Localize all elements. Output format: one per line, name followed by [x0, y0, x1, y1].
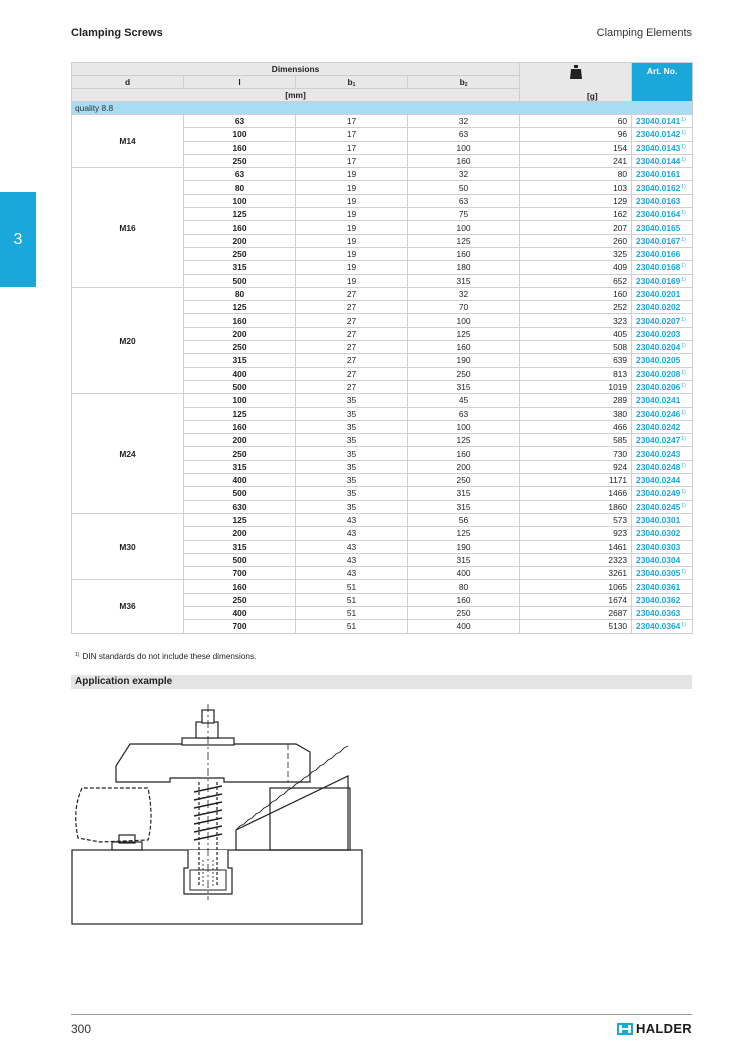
b2-cell: 63: [408, 407, 520, 420]
b1-cell: 35: [296, 420, 408, 433]
b2-cell: 315: [408, 487, 520, 500]
b2-cell: 400: [408, 567, 520, 580]
quality-label: quality 8.8: [72, 102, 693, 115]
col-l: l: [184, 76, 296, 89]
art-no-link[interactable]: 23040.0208$^{1)}$: [632, 367, 693, 380]
b1-cell: 27: [296, 287, 408, 300]
weight-cell: 325: [520, 247, 632, 260]
length-cell: 315: [184, 460, 296, 473]
art-no-link[interactable]: 23040.0241: [632, 394, 693, 407]
weight-cell: 380: [520, 407, 632, 420]
b1-cell: 43: [296, 513, 408, 526]
length-cell: 160: [184, 141, 296, 154]
table-row: [72, 513, 693, 526]
table-row: [72, 115, 693, 128]
b1-cell: 35: [296, 394, 408, 407]
length-cell: 250: [184, 247, 296, 260]
thread-size: M20: [72, 287, 184, 393]
b2-cell: 315: [408, 274, 520, 287]
chapter-tab[interactable]: 3: [0, 192, 36, 287]
weight-cell: 730: [520, 447, 632, 460]
length-cell: 200: [184, 234, 296, 247]
b1-cell: 17: [296, 141, 408, 154]
art-no-link[interactable]: 23040.0243: [632, 447, 693, 460]
footnote-marker: 1): [681, 157, 686, 164]
length-cell: 160: [184, 221, 296, 234]
weight-cell: 207: [520, 221, 632, 234]
unit-mm: [mm]: [72, 89, 520, 102]
b1-cell: 27: [296, 380, 408, 393]
b1-cell: 19: [296, 247, 408, 260]
b2-cell: 400: [408, 620, 520, 633]
art-no-link[interactable]: 23040.0304: [632, 553, 693, 566]
b1-cell: 27: [296, 314, 408, 327]
length-cell: 160: [184, 314, 296, 327]
halder-logo-icon: [617, 1023, 633, 1035]
art-no-link[interactable]: 23040.0161: [632, 168, 693, 181]
b2-cell: 250: [408, 367, 520, 380]
weight-cell: 813: [520, 367, 632, 380]
weight-cell: 409: [520, 261, 632, 274]
b1-cell: 35: [296, 474, 408, 487]
b1-cell: 19: [296, 221, 408, 234]
b1-cell: 43: [296, 553, 408, 566]
weight-cell: 103: [520, 181, 632, 194]
b1-cell: 27: [296, 327, 408, 340]
weight-cell: 652: [520, 274, 632, 287]
b2-cell: 190: [408, 540, 520, 553]
length-cell: 250: [184, 593, 296, 606]
b1-cell: 51: [296, 606, 408, 619]
art-no-link[interactable]: 23040.0245$^{1)}$: [632, 500, 693, 513]
art-no-link[interactable]: 23040.0364$^{1)}$: [632, 620, 693, 633]
b2-cell: 125: [408, 327, 520, 340]
weight-cell: 508: [520, 341, 632, 354]
footnote-marker: 1): [681, 569, 686, 576]
b2-cell: 160: [408, 247, 520, 260]
footnote: $^{1)}$ DIN standards do not include these dimensions.: [75, 652, 257, 661]
footnote-marker: 1): [681, 236, 686, 243]
b1-cell: 17: [296, 115, 408, 128]
b2-cell: 80: [408, 580, 520, 593]
art-no-link[interactable]: 23040.0244: [632, 474, 693, 487]
table-row: [72, 168, 693, 181]
weight-cell: 3261: [520, 567, 632, 580]
b2-cell: 250: [408, 474, 520, 487]
weight-cell: 639: [520, 354, 632, 367]
art-no-link[interactable]: 23040.0143$^{1)}$: [632, 141, 693, 154]
art-no-link[interactable]: 23040.0206$^{1)}$: [632, 380, 693, 393]
length-cell: 200: [184, 327, 296, 340]
art-no-link[interactable]: 23040.0162$^{1)}$: [632, 181, 693, 194]
table-row: [72, 394, 693, 407]
weight-cell: 923: [520, 527, 632, 540]
art-no-link[interactable]: 23040.0163: [632, 194, 693, 207]
b1-cell: 35: [296, 407, 408, 420]
length-cell: 400: [184, 606, 296, 619]
footnote-marker: 1): [681, 502, 686, 509]
b2-cell: 100: [408, 420, 520, 433]
art-no-link[interactable]: 23040.0301: [632, 513, 693, 526]
length-cell: 500: [184, 380, 296, 393]
dimensions-header: Dimensions: [72, 63, 520, 76]
b1-cell: 43: [296, 540, 408, 553]
col-b2: $b_2$: [408, 76, 520, 89]
b1-cell: 35: [296, 434, 408, 447]
b2-cell: 75: [408, 208, 520, 221]
weight-cell: 162: [520, 208, 632, 221]
footnote-marker: 1): [681, 183, 686, 190]
clamp-bar: [116, 744, 310, 782]
b1-cell: 51: [296, 620, 408, 633]
art-no-link[interactable]: 23040.0242: [632, 420, 693, 433]
weight-cell: 60: [520, 115, 632, 128]
length-cell: 700: [184, 620, 296, 633]
serrated-support: [236, 776, 348, 850]
b2-cell: 32: [408, 168, 520, 181]
b2-cell: 125: [408, 527, 520, 540]
b2-cell: 63: [408, 128, 520, 141]
length-cell: 250: [184, 341, 296, 354]
length-cell: 400: [184, 367, 296, 380]
length-cell: 100: [184, 194, 296, 207]
weight-cell: 241: [520, 154, 632, 167]
b2-cell: 50: [408, 181, 520, 194]
b2-cell: 250: [408, 606, 520, 619]
art-no-header: Art. No.: [632, 63, 693, 102]
weight-cell: 5130: [520, 620, 632, 633]
weight-cell: 1461: [520, 540, 632, 553]
length-cell: 125: [184, 208, 296, 221]
weight-cell: 2687: [520, 606, 632, 619]
length-cell: 315: [184, 261, 296, 274]
weight-cell: 80: [520, 168, 632, 181]
brand-name: HALDER: [636, 1021, 692, 1036]
b2-cell: 180: [408, 261, 520, 274]
spring: [194, 786, 222, 840]
art-no-link[interactable]: 23040.0248$^{1)}$: [632, 460, 693, 473]
chapter-title: Clamping Elements: [596, 27, 692, 39]
art-no-link[interactable]: 23040.0165: [632, 221, 693, 234]
length-cell: 500: [184, 553, 296, 566]
length-cell: 200: [184, 434, 296, 447]
weight-cell: 1019: [520, 380, 632, 393]
art-no-link[interactable]: 23040.0204$^{1)}$: [632, 341, 693, 354]
b1-cell: 43: [296, 567, 408, 580]
weight-cell: 160: [520, 287, 632, 300]
footnote-marker: 1): [681, 210, 686, 217]
b2-cell: 32: [408, 115, 520, 128]
art-no-link[interactable]: 23040.0169$^{1)}$: [632, 274, 693, 287]
table-body: [72, 115, 693, 634]
length-cell: 100: [184, 128, 296, 141]
b2-cell: 315: [408, 553, 520, 566]
length-cell: 160: [184, 420, 296, 433]
art-no-link[interactable]: 23040.0142$^{1)}$: [632, 128, 693, 141]
weight-cell: 252: [520, 301, 632, 314]
weight-cell: 466: [520, 420, 632, 433]
section-title: Clamping Screws: [71, 27, 163, 39]
length-cell: 700: [184, 567, 296, 580]
art-no-link[interactable]: 23040.0362: [632, 593, 693, 606]
b2-cell: 100: [408, 221, 520, 234]
weight-cell: 323: [520, 314, 632, 327]
art-no-link[interactable]: 23040.0302: [632, 527, 693, 540]
b1-cell: 35: [296, 500, 408, 513]
length-cell: 500: [184, 487, 296, 500]
b2-cell: 32: [408, 287, 520, 300]
weight-cell: 129: [520, 194, 632, 207]
weight-cell: 154: [520, 141, 632, 154]
length-cell: 400: [184, 474, 296, 487]
b1-cell: 17: [296, 154, 408, 167]
footnote-marker: 1): [681, 130, 686, 137]
b2-cell: 45: [408, 394, 520, 407]
b2-cell: 70: [408, 301, 520, 314]
b2-cell: 125: [408, 234, 520, 247]
nut: [196, 722, 218, 738]
b2-cell: 160: [408, 593, 520, 606]
art-no-link[interactable]: 23040.0168$^{1)}$: [632, 261, 693, 274]
thread-size: M30: [72, 513, 184, 579]
b2-cell: 315: [408, 500, 520, 513]
length-cell: 315: [184, 540, 296, 553]
weight-cell: 924: [520, 460, 632, 473]
b2-cell: 200: [408, 460, 520, 473]
footnote-marker: 1): [681, 383, 686, 390]
b2-cell: 160: [408, 154, 520, 167]
art-no-link[interactable]: 23040.0361: [632, 580, 693, 593]
length-cell: 63: [184, 168, 296, 181]
footnote-marker: 1): [681, 489, 686, 496]
b1-cell: 27: [296, 367, 408, 380]
length-cell: 63: [184, 115, 296, 128]
weight-cell: 96: [520, 128, 632, 141]
b1-cell: 19: [296, 234, 408, 247]
weight-cell: 1466: [520, 487, 632, 500]
weight-cell: 2323: [520, 553, 632, 566]
length-cell: 125: [184, 407, 296, 420]
footnote-marker: 1): [681, 117, 686, 124]
art-no-link[interactable]: 23040.0202: [632, 301, 693, 314]
b2-cell: 315: [408, 380, 520, 393]
weight-icon: [570, 65, 582, 79]
art-no-link[interactable]: 23040.0166: [632, 247, 693, 260]
footnote-marker: 1): [681, 369, 686, 376]
weight-cell: 573: [520, 513, 632, 526]
b1-cell: 35: [296, 487, 408, 500]
thread-size: M24: [72, 394, 184, 514]
application-title: Application example: [75, 676, 173, 687]
length-cell: 200: [184, 527, 296, 540]
b1-cell: 19: [296, 168, 408, 181]
footnote-marker: 1): [681, 622, 686, 629]
art-no-link[interactable]: 23040.0205: [632, 354, 693, 367]
table-row: [72, 580, 693, 593]
b1-cell: 51: [296, 580, 408, 593]
b1-cell: 27: [296, 341, 408, 354]
halder-logo: [617, 1021, 692, 1036]
b1-cell: 51: [296, 593, 408, 606]
art-no-link[interactable]: 23040.0249$^{1)}$: [632, 487, 693, 500]
weight-cell: 1674: [520, 593, 632, 606]
length-cell: 80: [184, 181, 296, 194]
b1-cell: 27: [296, 354, 408, 367]
b2-cell: 56: [408, 513, 520, 526]
b1-cell: 35: [296, 447, 408, 460]
weight-cell: 289: [520, 394, 632, 407]
application-bar: [71, 675, 692, 689]
art-no-link[interactable]: 23040.0203: [632, 327, 693, 340]
b1-cell: 17: [296, 128, 408, 141]
footnote-marker: 1): [681, 462, 686, 469]
art-no-link[interactable]: 23040.0164$^{1)}$: [632, 208, 693, 221]
quality-row: [72, 102, 693, 115]
length-cell: 250: [184, 447, 296, 460]
weight-cell: 260: [520, 234, 632, 247]
footnote-marker: 1): [681, 436, 686, 443]
art-no-link[interactable]: 23040.0201: [632, 287, 693, 300]
b1-cell: 27: [296, 301, 408, 314]
b1-cell: 19: [296, 274, 408, 287]
b1-cell: 19: [296, 261, 408, 274]
length-cell: 630: [184, 500, 296, 513]
b1-cell: 43: [296, 527, 408, 540]
thread-size: M36: [72, 580, 184, 633]
art-no-link[interactable]: 23040.0167$^{1)}$: [632, 234, 693, 247]
page-number: 300: [71, 1022, 92, 1036]
col-b1: $b_1$: [296, 76, 408, 89]
footnote-marker: 1): [681, 316, 686, 323]
b2-cell: 125: [408, 434, 520, 447]
art-no-link[interactable]: 23040.0207$^{1)}$: [632, 314, 693, 327]
length-cell: 315: [184, 354, 296, 367]
art-no-link[interactable]: 23040.0303: [632, 540, 693, 553]
weight-cell: 1171: [520, 474, 632, 487]
art-no-link[interactable]: 23040.0305$^{1)}$: [632, 567, 693, 580]
length-cell: 160: [184, 580, 296, 593]
weight-cell: 1065: [520, 580, 632, 593]
b2-cell: 190: [408, 354, 520, 367]
art-no-link[interactable]: 23040.0141$^{1)}$: [632, 115, 693, 128]
weight-header: [520, 63, 632, 102]
art-no-link[interactable]: 23040.0246$^{1)}$: [632, 407, 693, 420]
footer-divider: [71, 1014, 692, 1015]
col-d: d: [72, 76, 184, 89]
b1-cell: 35: [296, 460, 408, 473]
footnote-marker: 1): [681, 276, 686, 283]
b1-cell: 19: [296, 194, 408, 207]
length-cell: 125: [184, 513, 296, 526]
b2-cell: 63: [408, 194, 520, 207]
b2-cell: 160: [408, 341, 520, 354]
length-cell: 100: [184, 394, 296, 407]
footnote-marker: 1): [681, 343, 686, 350]
workpiece: [76, 788, 151, 842]
length-cell: 500: [184, 274, 296, 287]
footnote-marker: 1): [681, 143, 686, 150]
application-drawing: [60, 700, 370, 930]
art-no-link[interactable]: 23040.0247$^{1)}$: [632, 434, 693, 447]
weight-cell: 405: [520, 327, 632, 340]
b1-cell: 19: [296, 208, 408, 221]
unit-g: [g]: [587, 91, 598, 101]
b2-cell: 160: [408, 447, 520, 460]
footnote-marker: 1): [681, 263, 686, 270]
length-cell: 80: [184, 287, 296, 300]
b2-cell: 100: [408, 314, 520, 327]
weight-cell: 585: [520, 434, 632, 447]
thread-size: M14: [72, 115, 184, 168]
length-cell: 125: [184, 301, 296, 314]
weight-cell: 1860: [520, 500, 632, 513]
art-no-link[interactable]: 23040.0363: [632, 606, 693, 619]
length-cell: 250: [184, 154, 296, 167]
b2-cell: 100: [408, 141, 520, 154]
thread-size: M16: [72, 168, 184, 288]
art-no-link[interactable]: 23040.0144$^{1)}$: [632, 154, 693, 167]
table-row: [72, 287, 693, 300]
footnote-marker: 1): [681, 409, 686, 416]
clamping-screws-table: [71, 62, 693, 634]
b1-cell: 19: [296, 181, 408, 194]
